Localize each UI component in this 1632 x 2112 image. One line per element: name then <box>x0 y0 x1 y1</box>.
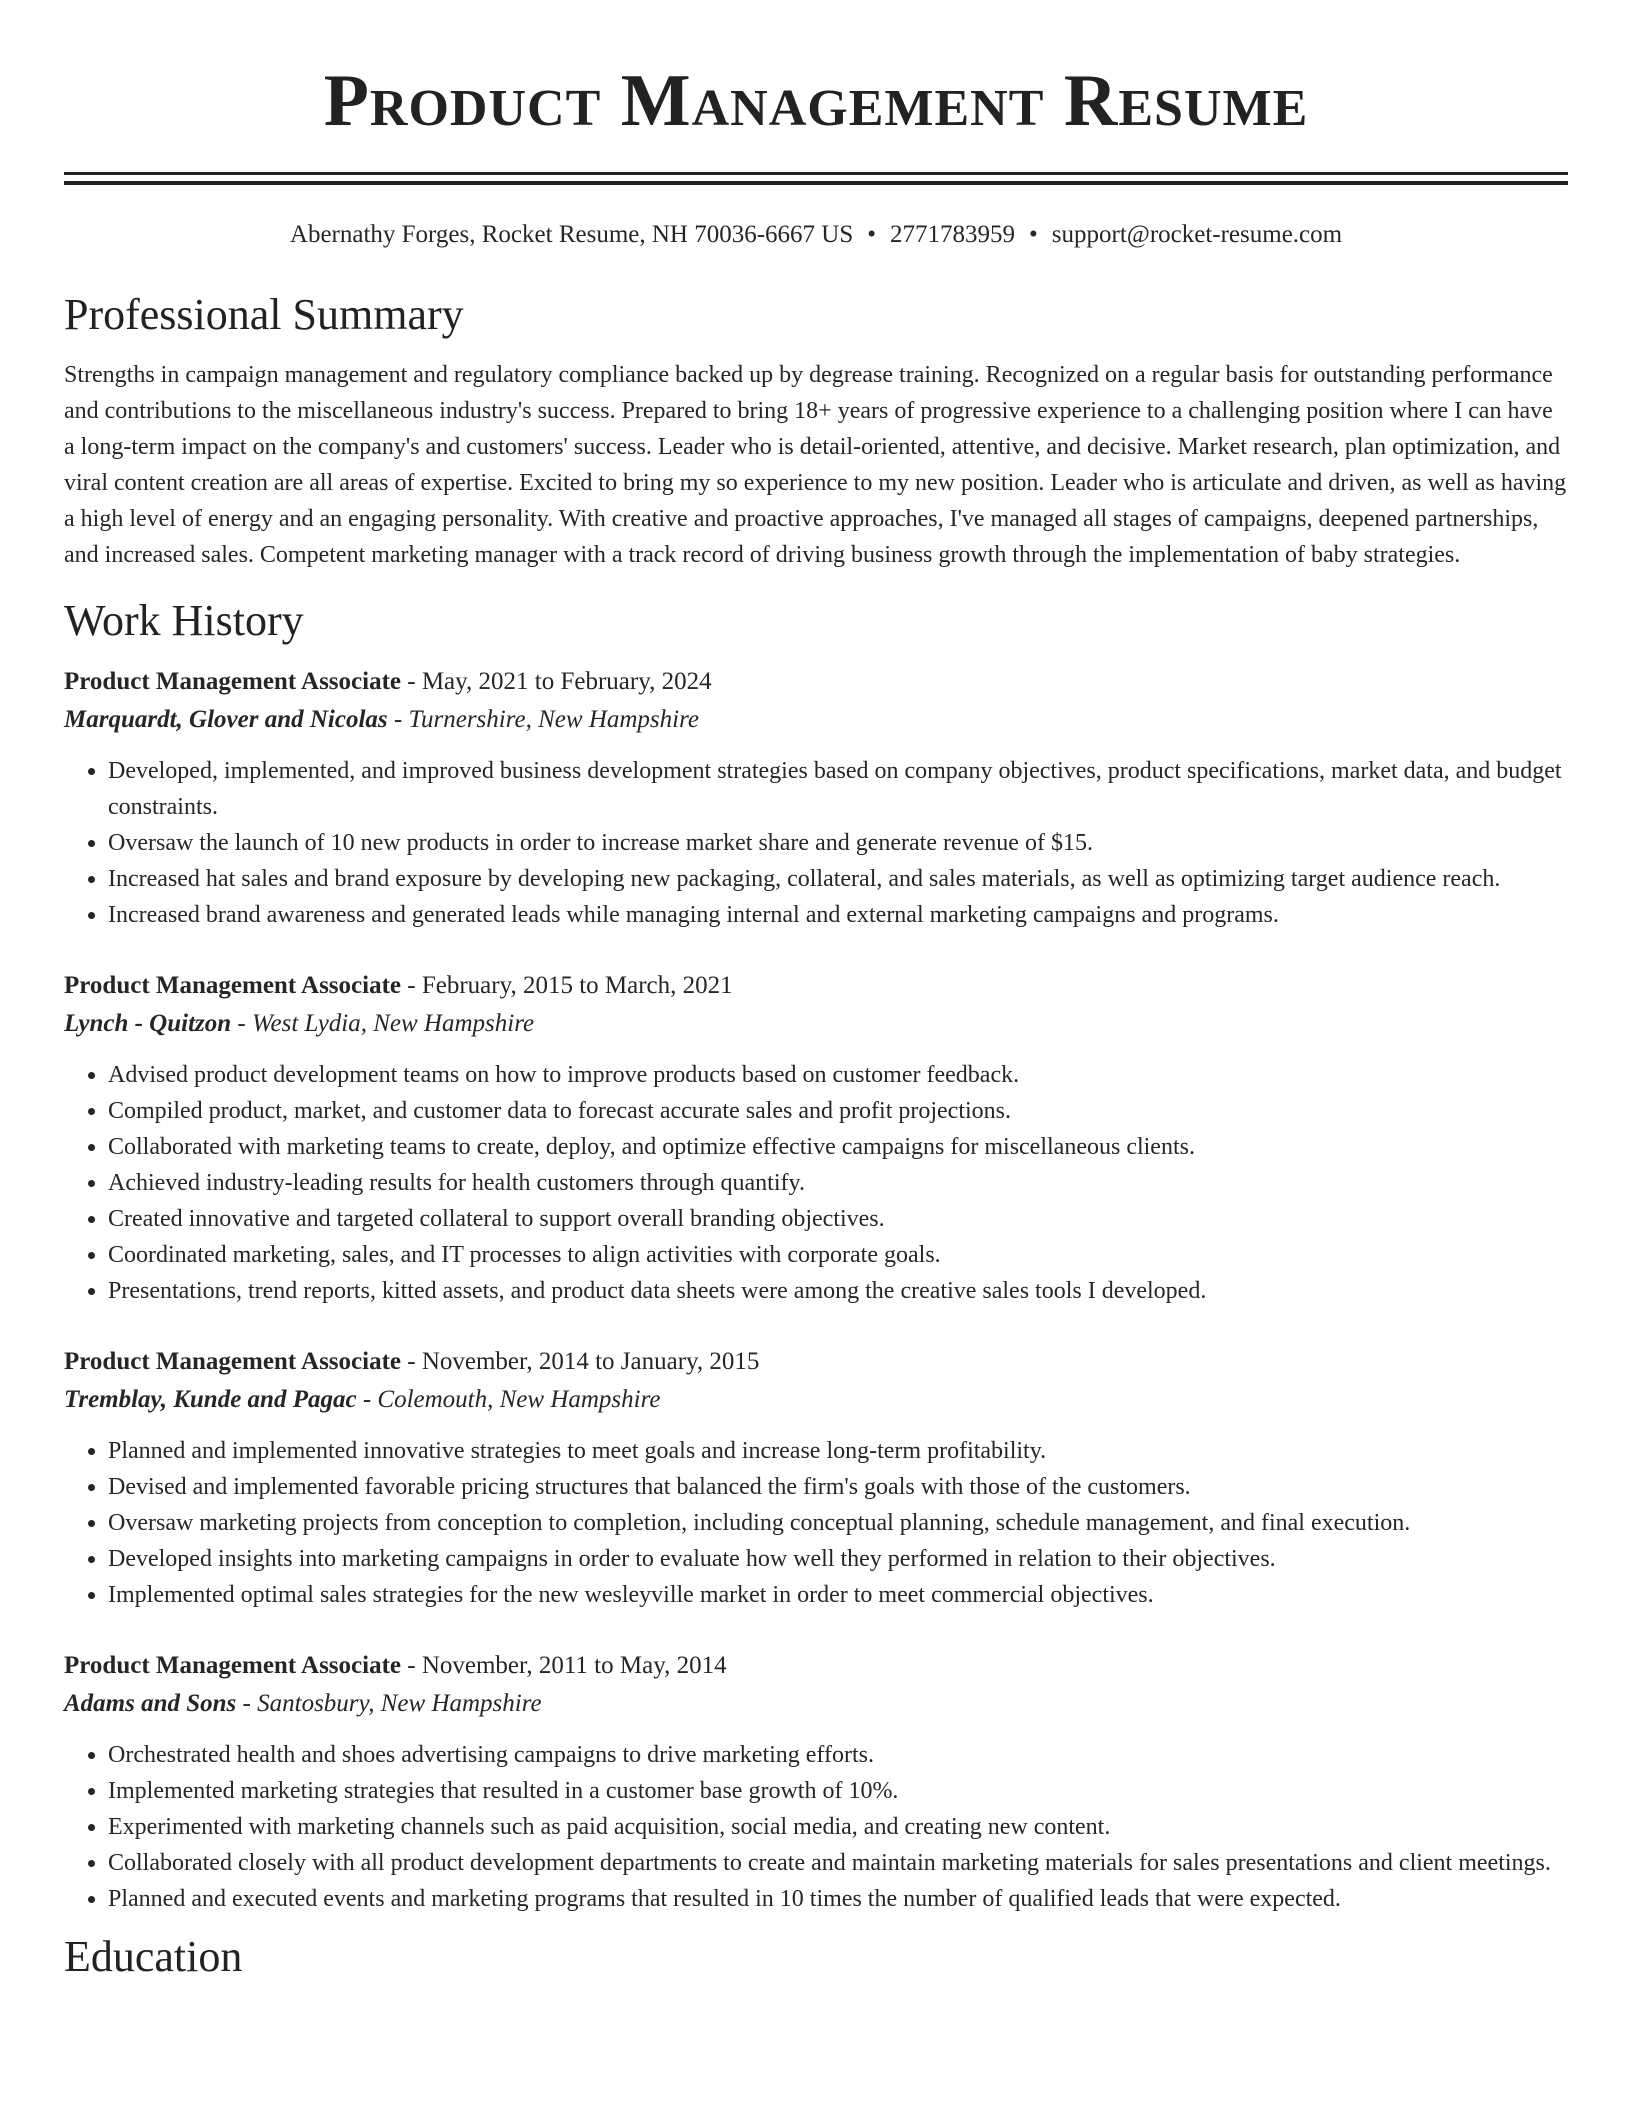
job-dates: November, 2014 to January, 2015 <box>421 1348 760 1375</box>
job-dash: - <box>401 972 422 999</box>
job-bullet-list <box>64 1737 1568 1917</box>
job-bullet: • Collaborated closely with all product development departments to create and maintain marketing materials for sales presentations and client meetings. <box>108 1845 1568 1881</box>
job-title: Product Management Associate <box>64 1348 401 1375</box>
job-bullet: • Implemented optimal sales strategies for the new wesleyville market in order to meet commercial objectives. <box>108 1577 1568 1613</box>
title-divider-top <box>64 172 1568 175</box>
job-dash: - <box>356 1386 378 1413</box>
job-bullet: • Achieved industry-leading results for health customers through quantify. <box>108 1165 1568 1201</box>
job-bullet: • Planned and implemented innovative strategies to meet goals and increase long-term profitability. <box>108 1433 1568 1469</box>
job-bullet: • Increased hat sales and brand exposure by developing new packaging, collateral, and sales materials, as well as optimizing target audience reach. <box>108 861 1568 897</box>
job-entry <box>64 1647 1568 1917</box>
job-title: Product Management Associate <box>64 668 401 695</box>
job-title: Product Management Associate <box>64 972 401 999</box>
contact-separator: • <box>867 221 877 248</box>
job-dates: November, 2011 to May, 2014 <box>421 1652 727 1679</box>
job-entry <box>64 663 1568 933</box>
job-title-line <box>64 1343 1568 1381</box>
summary-heading: Professional Summary <box>64 290 464 339</box>
contact-line <box>64 219 1568 251</box>
job-bullet: • Advised product development teams on how to improve products based on customer feedback. <box>108 1057 1568 1093</box>
job-bullet: • Orchestrated health and shoes advertising campaigns to drive marketing efforts. <box>108 1737 1568 1773</box>
job-company-line <box>64 701 1568 739</box>
summary-text: Strengths in campaign management and regulatory compliance backed up by degrease training. Recognized on a regular basis for outstanding performance and contributions to the miscellaneous industry's success. Prepared to bring 18+ years of progressive experience to a challenging position where I can have a long-term impact on the company's and customers' success. Leader who is detail-oriented, attentive, and decisive. Market research, plan optimization, and viral content creation are all areas of expertise. Excited to bring my so experience to my new position. Leader who is articulate and driven, as well as having a high level of energy and an engaging personality. With creative and proactive approaches, I've managed all stages of campaigns, deepened partnerships, and increased sales. Competent marketing manager with a track record of driving business growth through the implementation of baby strategies. <box>64 362 1567 568</box>
job-bullet: • Devised and implemented favorable pricing structures that balanced the firm's goals with those of the customers. <box>108 1469 1568 1505</box>
job-bullet: • Increased brand awareness and generated leads while managing internal and external marketing campaigns and programs. <box>108 897 1568 933</box>
job-dash: - <box>401 1348 422 1375</box>
job-bullet: • Coordinated marketing, sales, and IT processes to align activities with corporate goals. <box>108 1237 1568 1273</box>
job-bullet-list <box>64 1057 1568 1309</box>
job-title: Product Management Associate <box>64 1652 401 1679</box>
job-dates: February, 2015 to March, 2021 <box>421 972 733 999</box>
job-company: Tremblay, Kunde and Pagac <box>64 1386 357 1413</box>
job-dates: May, 2021 to February, 2024 <box>421 668 712 695</box>
work-history-list <box>64 663 1568 1917</box>
job-company-line <box>64 1381 1568 1419</box>
job-location: Turnershire, New Hampshire <box>408 706 699 733</box>
job-bullet: • Oversaw the launch of 10 new products in order to increase market share and generate revenue of $15. <box>108 825 1568 861</box>
education-heading: Education <box>64 1932 243 1981</box>
job-bullet-list <box>64 753 1568 933</box>
job-entry <box>64 967 1568 1309</box>
contact-separator: • <box>1029 221 1038 248</box>
resume-title: Product Management Resume <box>323 60 1309 142</box>
job-bullet: • Developed, implemented, and improved business development strategies based on company objectives, product specifications, market data, and budget constraints. <box>108 753 1568 825</box>
job-bullet: • Oversaw marketing projects from conception to completion, including conceptual planning, schedule management, and final execution. <box>108 1505 1568 1541</box>
job-bullet: • Collaborated with marketing teams to create, deploy, and optimize effective campaigns for miscellaneous clients. <box>108 1129 1568 1165</box>
job-location: Santosbury, New Hampshire <box>257 1690 542 1717</box>
job-dash: - <box>401 1652 422 1679</box>
job-dash: - <box>401 668 422 695</box>
job-location: West Lydia, New Hampshire <box>251 1010 535 1037</box>
job-dash: - <box>236 1690 258 1717</box>
job-bullet: • Implemented marketing strategies that resulted in a customer base growth of 10%. <box>108 1773 1568 1809</box>
job-company-line <box>64 1005 1568 1043</box>
job-bullet: • Created innovative and targeted collateral to support overall branding objectives. <box>108 1201 1568 1237</box>
contact-email: support@rocket-resume.com <box>1051 221 1343 248</box>
contact-phone: 2771783959 <box>890 221 1016 248</box>
job-dash: - <box>387 706 409 733</box>
job-dash: - <box>231 1010 252 1037</box>
job-company-line <box>64 1685 1568 1723</box>
job-title-line <box>64 663 1568 701</box>
job-bullet: • Presentations, trend reports, kitted assets, and product data sheets were among the creative sales tools I developed. <box>108 1273 1568 1309</box>
job-bullet: • Developed insights into marketing campaigns in order to evaluate how well they performed in relation to their objectives. <box>108 1541 1568 1577</box>
job-company: Adams and Sons <box>64 1690 237 1717</box>
job-bullet: • Compiled product, market, and customer data to forecast accurate sales and profit projections. <box>108 1093 1568 1129</box>
job-location: Colemouth, New Hampshire <box>377 1386 661 1413</box>
job-bullet: • Experimented with marketing channels such as paid acquisition, social media, and creating new content. <box>108 1809 1568 1845</box>
job-entry <box>64 1343 1568 1613</box>
job-company: Marquardt, Glover and Nicolas <box>64 706 388 733</box>
job-company: Lynch - Quitzon <box>64 1010 232 1037</box>
title-divider-bottom <box>64 181 1568 185</box>
job-bullet: • Planned and executed events and marketing programs that resulted in 10 times the number of qualified leads that were expected. <box>108 1881 1568 1917</box>
job-title-line <box>64 967 1568 1005</box>
work-history-heading: Work History <box>64 596 304 645</box>
job-title-line <box>64 1647 1568 1685</box>
job-bullet-list <box>64 1433 1568 1613</box>
contact-address: Abernathy Forges, Rocket Resume, NH 70036-6667 US <box>289 221 854 248</box>
